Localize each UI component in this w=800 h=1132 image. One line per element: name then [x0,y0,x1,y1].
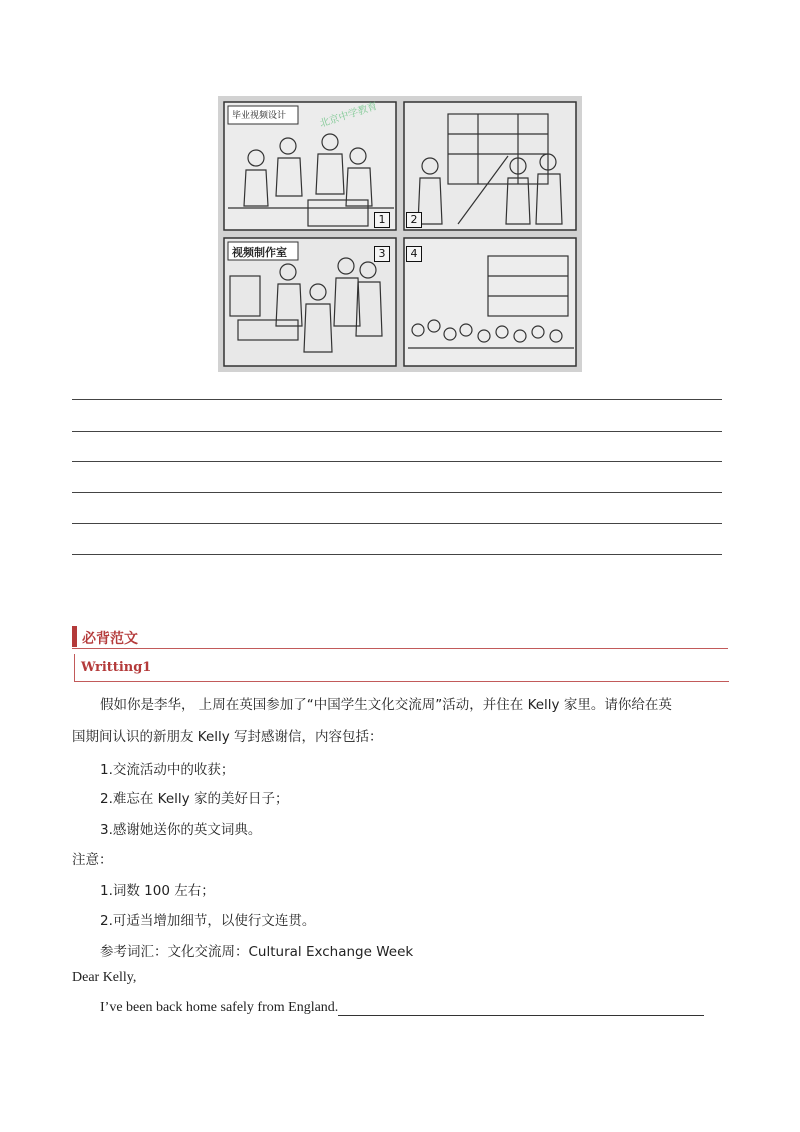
writing-line [72,554,722,555]
panel1-caption: 毕业视频设计 [232,111,287,121]
section-marker [72,626,77,647]
subsection-title: Writting1 [81,660,152,675]
writing-line [72,523,722,524]
comic-illustration [218,96,582,372]
writing-line [72,399,722,400]
panel3-caption: 视频制作室 [232,246,287,259]
panel-number-2: 2 [406,212,422,228]
prompt-line-1: 假如你是李华， 上周在英国参加了“中国学生文化交流周”活动，并住在 Kelly 家里。请你给在英 [100,697,672,713]
writing-line [72,492,722,493]
panel-number-1: 1 [374,212,390,228]
note-item-1: 1.词数 100 左右； [100,883,215,899]
vocab-hint: 参考词汇：文化交流周：Cultural Exchange Week [100,944,414,960]
letter-greeting: Dear Kelly, [72,970,137,985]
comic-drawing [218,96,582,372]
content-item-2: 2.难忘在 Kelly 家的美好日子； [100,791,289,807]
writing-line [72,461,722,462]
answer-blank[interactable] [338,1001,704,1016]
note-label: 注意： [72,852,113,868]
note-item-2: 2.可适当增加细节，以使行文连贯。 [100,913,316,929]
section-divider [72,648,728,649]
panel-number-3: 3 [374,246,390,262]
letter-first-sentence: I’ve been back home safely from England. [100,1000,339,1015]
content-item-3: 3.感谢她送你的英文词典。 [100,822,262,838]
prompt-line-2: 国期间认识的新朋友 Kelly 写封感谢信，内容包括： [72,729,383,745]
watermark-text: 北京中学教育 [318,100,379,130]
section-title: 必背范文 [82,631,138,647]
panel-number-4: 4 [406,246,422,262]
content-item-1: 1.交流活动中的收获； [100,762,235,778]
subsection-frame [74,654,729,682]
letter-body-line [100,1000,704,1016]
writing-line [72,431,722,432]
